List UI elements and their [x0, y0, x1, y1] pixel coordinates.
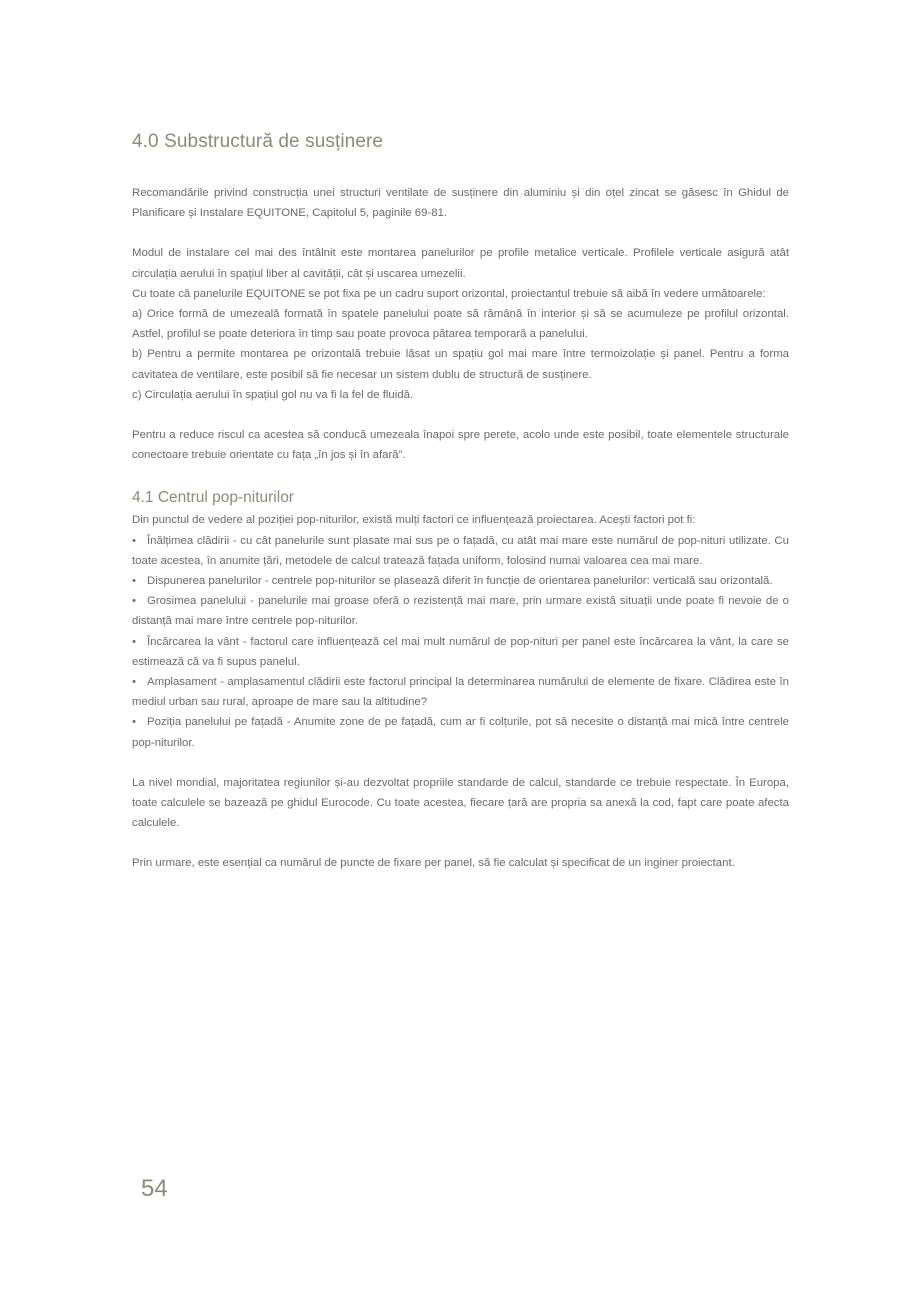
- bullet-text: Grosimea panelului - panelurile mai groase oferă o rezistență mai mare, prin urmare există situații unde poate fi nevoie de o distanță mai mare între centrele pop-niturilor.: [132, 595, 789, 628]
- paragraph-factors-intro: Din punctul de vedere al poziției pop-niturilor, există mulți factori ce influențează proiectarea. Acești factori pot fi:: [132, 514, 696, 527]
- bullet-icon: •: [132, 595, 136, 608]
- subsection-title: 4.1 Centrul pop-niturilor: [132, 489, 294, 507]
- section-title: 4.0 Substructură de susținere: [132, 131, 384, 152]
- bullet-text: Înălțimea clădirii - cu cât panelurile sunt plasate mai sus pe o fațadă, cu atât mai mare este numărul de pop-nituri utilizate. Cu toate acestea, în anumite țări, metodele de calcul tratează fațada uniform, folosind numai valoarea cea mai mare.: [132, 534, 789, 567]
- paragraph-item-c: c) Circulația aerului în spațiul gol nu va fi la fel de fluidă.: [132, 388, 414, 401]
- paragraph-world-standards: La nivel mondial, majoritatea regiunilor și-au dezvoltat propriile standarde de calcul, standarde ce trebuie respectate. În Europa, toate calculele se bazează pe ghidul Eurocode. Cu toate acestea, fiecare țară are propria sa anexă la cod, fapt care poate afecta calculele.: [132, 776, 789, 830]
- paragraph-guide-reference: Recomandările privind construcția unei structuri ventilate de susținere din aluminiu și din oțel zincat se găsesc în Ghidul de Planificare și Instalare EQUITONE, Capitolul 5, paginile 69-81.: [132, 187, 789, 220]
- page-number: 54: [141, 1175, 168, 1202]
- bullet-item: [132, 571, 789, 591]
- bullet-item: [132, 712, 789, 752]
- bullet-icon: •: [132, 676, 136, 689]
- paragraph-vertical-profiles: Modul de instalare cel mai des întâlnit este montarea panelurilor pe profile metalice verticale. Profilele verticale asigură atât circulația aerului în spațiul liber al cavității, cât și uscarea umezelii.: [132, 247, 789, 280]
- bullet-text: Încărcarea la vânt - factorul care influențează cel mai mult numărul de pop-nituri per panel este încărcarea la vânt, la care se estimează că va fi supus panelul.: [132, 635, 789, 668]
- paragraph-item-a: a) Orice formă de umezeală formată în spatele panelului poate să rămână în interior și să se acumuleze pe profilul orizontal. Astfel, profilul se poate deteriora în timp sau poate provoca pătarea temporară a panelului.: [132, 308, 789, 341]
- paragraph-moisture-risk: Pentru a reduce riscul ca acestea să conducă umezeala înapoi spre perete, acolo unde este posibil, toate elementele structurale conectoare trebuie orientate cu fața „în jos și în afară”.: [132, 429, 789, 462]
- bullet-text: Dispunerea panelurilor - centrele pop-niturilor se plasează diferit în funcție de orientarea panelurilor: verticală sau orizontală.: [147, 575, 773, 588]
- bullet-icon: •: [132, 635, 136, 648]
- bullet-item: [132, 531, 789, 571]
- paragraph-conclusion: Prin urmare, este esențial ca numărul de puncte de fixare per panel, să fie calculat și specificat de un inginer proiectant.: [132, 857, 735, 870]
- bullet-icon: •: [132, 575, 136, 588]
- bullet-text: Poziția panelului pe fațadă - Anumite zone de pe fațadă, cum ar fi colțurile, pot să necesite o distanță mai mică între centrele pop-niturilor.: [132, 716, 789, 749]
- bullet-item: [132, 591, 789, 631]
- bullet-icon: •: [132, 716, 136, 729]
- bullet-item: [132, 632, 789, 672]
- bullet-item: [132, 672, 789, 712]
- page-content: [132, 128, 789, 874]
- bullet-text: Amplasament - amplasamentul clădirii este factorul principal la determinarea numărului de elemente de fixare. Clădirea este în mediul urban sau rural, aproape de mare sau la altitudine?: [132, 676, 789, 709]
- bullet-icon: •: [132, 534, 136, 547]
- paragraph-horizontal-frame: Cu toate că panelurile EQUITONE se pot fixa pe un cadru suport orizontal, proiectantul trebuie să aibă în vedere următoarele:: [132, 287, 766, 300]
- paragraph-item-b: b) Pentru a permite montarea pe orizontală trebuie lăsat un spațiu gol mai mare între termoizolație și panel. Pentru a forma cavitatea de ventilare, este posibil să fie necesar un sistem dublu de structură de susținere.: [132, 348, 789, 381]
